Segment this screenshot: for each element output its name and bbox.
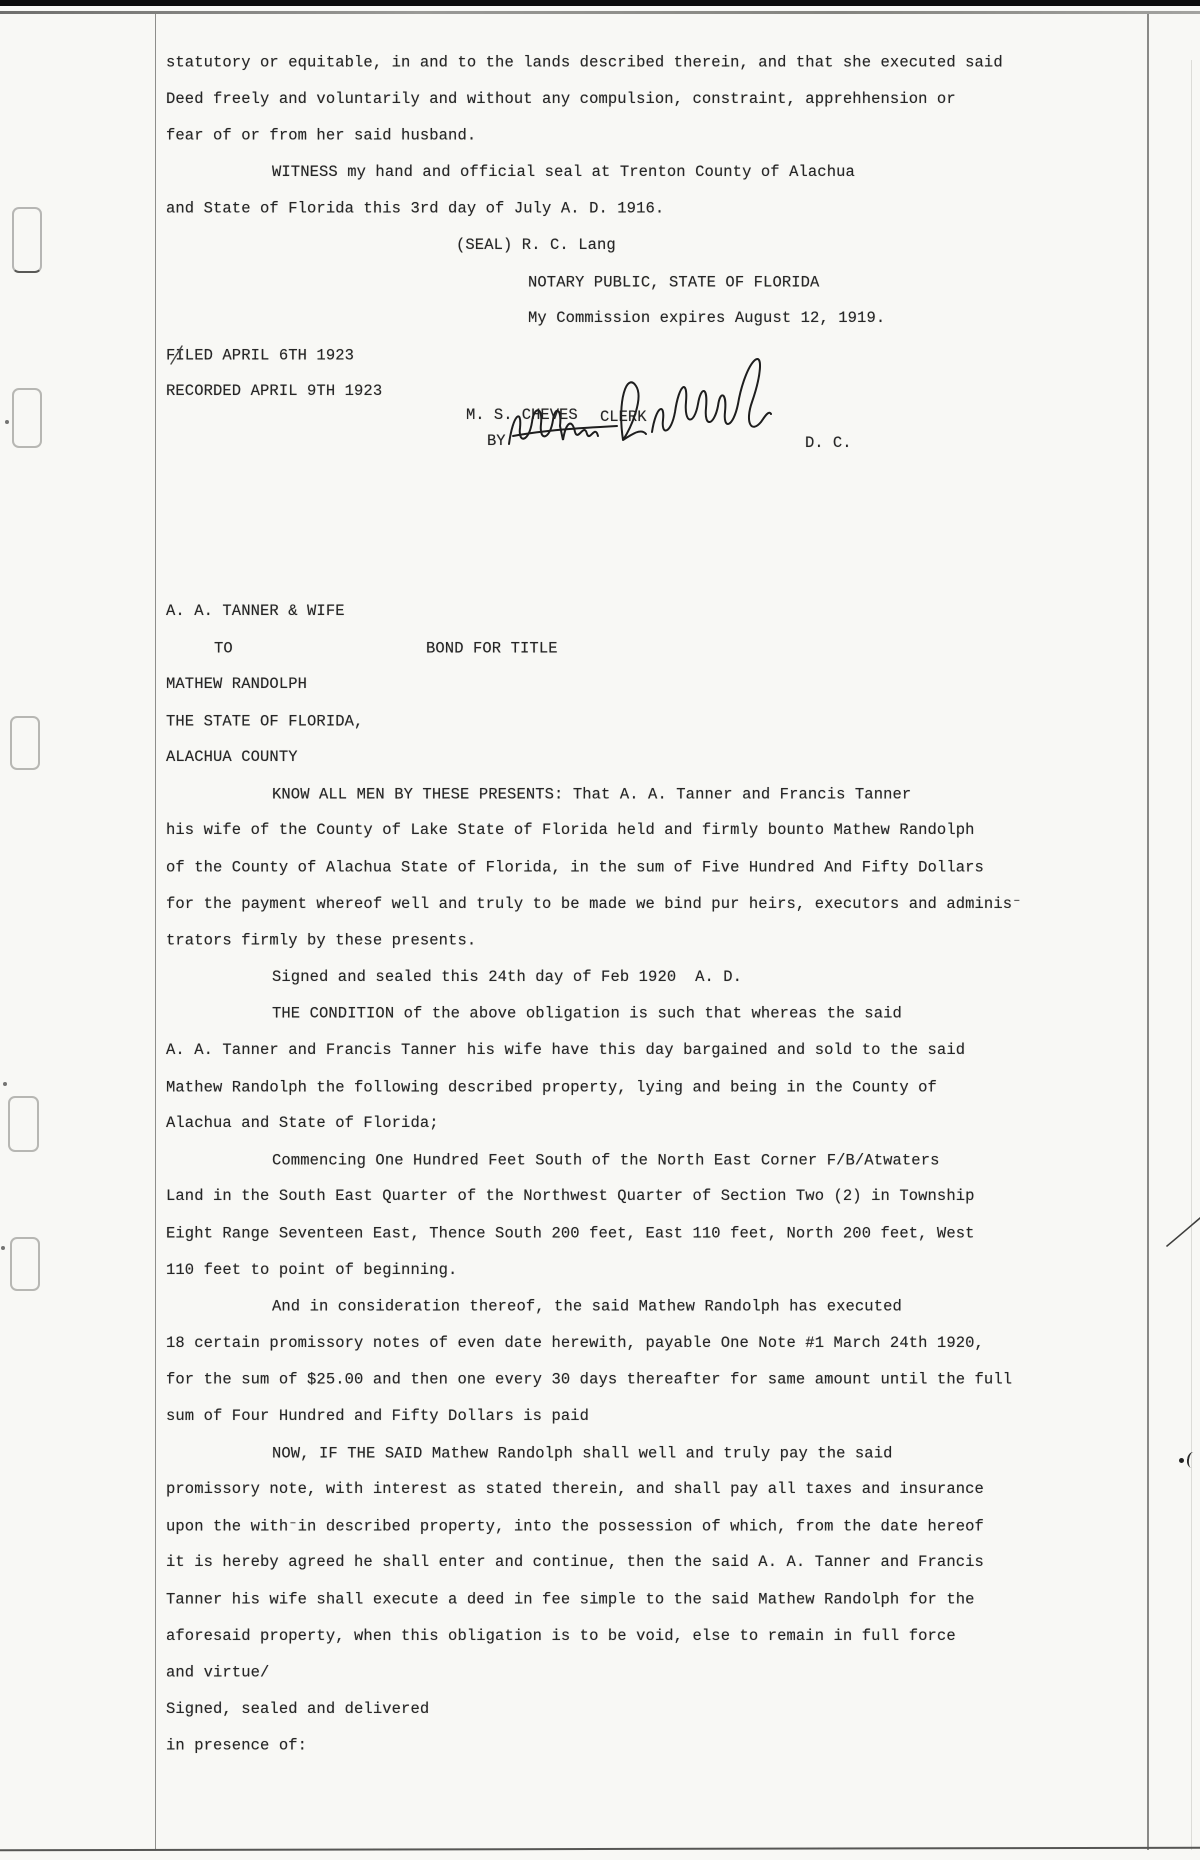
page-edge-shadow-line — [1191, 60, 1192, 1850]
ink-arc — [1186, 1451, 1199, 1468]
binding-hole-mark — [8, 1096, 39, 1152]
binding-hole-mark — [10, 1237, 40, 1291]
text-line: FILED APRIL 6TH 1923 — [166, 346, 355, 365]
text-line: sum of Four Hundred and Fifty Dollars is paid — [166, 1406, 590, 1425]
text-line: KNOW ALL MEN BY THESE PRESENTS: That A. A. Tanner and Francis Tanner — [272, 785, 912, 804]
text-line: for the payment whereof well and truly to be made we bind pur heirs, executors and adminis⁻ — [166, 894, 1022, 913]
text-line: 110 feet to point of beginning. — [166, 1260, 458, 1279]
text-line: THE CONDITION of the above obligation is such that whereas the said — [272, 1004, 902, 1023]
text-line: promissory note, with interest as stated therein, and shall pay all taxes and insurance — [166, 1480, 984, 1499]
text-line: and State of Florida this 3rd day of July A. D. 1916. — [166, 199, 665, 218]
ink-blot-mark — [1179, 1452, 1197, 1470]
text-line: A. A. TANNER & WIFE — [166, 601, 345, 620]
handwritten-signature — [505, 348, 773, 464]
text-line: it is hereby agreed he shall enter and continue, then the said A. A. Tanner and Francis — [166, 1553, 984, 1572]
text-line: 18 certain promissory notes of even date herewith, payable One Note #1 March 24th 1920, — [166, 1333, 984, 1352]
text-line: Deed freely and voluntarily and without any compulsion, constraint, apprehhension or — [166, 89, 956, 108]
text-line: Alachua and State of Florida; — [166, 1114, 439, 1133]
to-label: TO — [214, 638, 233, 657]
text-line: Land in the South East Quarter of the Northwest Quarter of Section Two (2) in Township — [166, 1187, 975, 1206]
text-line: and virtue/ — [166, 1663, 270, 1682]
text-line: for the sum of $25.00 and then one every 30 days thereafter for same amount until the full — [166, 1370, 1013, 1389]
text-line: Eight Range Seventeen East, Thence South 200 feet, East 110 feet, North 200 feet, West — [166, 1224, 975, 1243]
pen-tick-mark — [168, 344, 184, 366]
ink-speck — [5, 420, 9, 424]
text-line: his wife of the County of Lake State of Florida held and firmly bounto Mathew Randolph — [166, 821, 975, 840]
text-line: of the County of Alachua State of Florida, in the sum of Five Hundred And Fifty Dollars — [166, 858, 984, 877]
margin-slash-mark — [1162, 1200, 1200, 1250]
ink-dot — [1179, 1458, 1184, 1463]
deputy-clerk-initials: D. C. — [805, 434, 852, 452]
text-line: upon the with⁻in described property, into the possession of which, from the date hereof — [166, 1517, 984, 1536]
text-line: NOTARY PUBLIC, STATE OF FLORIDA — [528, 272, 820, 291]
binding-hole-mark — [12, 207, 42, 273]
text-line: in presence of: — [166, 1736, 308, 1755]
text-line: Mathew Randolph the following described property, lying and being in the County of — [166, 1078, 937, 1097]
clerk-name: M. S. CHEVES — [466, 406, 578, 424]
blank-line — [160, 520, 1155, 557]
text-line: Signed and sealed this 24th day of Feb 1920 A. D. — [272, 967, 743, 986]
text-line: Signed, sealed and delivered — [166, 1699, 430, 1718]
text-line: fear of or from her said husband. — [166, 126, 477, 145]
text-line: Commencing One Hundred Feet South of the North East Corner F/B/Atwaters — [272, 1151, 940, 1170]
text-line: (SEAL) R. C. Lang — [456, 235, 616, 254]
text-line: My Commission expires August 12, 1919. — [528, 309, 886, 328]
text-line: trators firmly by these presents. — [166, 931, 477, 950]
bond-for-title-heading: BOND FOR TITLE — [426, 638, 558, 657]
to-bond-row — [160, 630, 1155, 667]
text-line: THE STATE OF FLORIDA, — [166, 712, 364, 731]
binding-hole-mark — [10, 716, 40, 770]
text-line: MATHEW RANDOLPH — [166, 675, 308, 694]
by-label: BY — [487, 432, 506, 450]
scan-top-edge-bar — [0, 0, 1200, 6]
page-left-rule — [155, 14, 156, 1850]
text-line: And in consideration thereof, the said Mathew Randolph has executed — [272, 1297, 902, 1316]
clerk-title: CLERK — [600, 408, 647, 426]
text-line: RECORDED APRIL 9TH 1923 — [166, 382, 383, 401]
document-lines — [160, 44, 1155, 1764]
text-line: WITNESS my hand and official seal at Trenton County of Alachua — [272, 162, 855, 181]
text-line: Tanner his wife shall execute a deed in fee simple to the said Mathew Randolph for the — [166, 1590, 975, 1609]
ink-speck — [1, 1246, 5, 1250]
text-line: ALACHUA COUNTY — [166, 748, 298, 767]
binding-hole-mark — [12, 388, 42, 448]
ink-speck — [3, 1082, 7, 1086]
text-line: aforesaid property, when this obligation is to be void, else to remain in full force — [166, 1626, 956, 1645]
text-line: statutory or equitable, in and to the lands described therein, and that she executed said — [166, 53, 1003, 72]
text-line: A. A. Tanner and Francis Tanner his wife have this day bargained and sold to the said — [166, 1041, 966, 1060]
page-bottom-rule — [0, 1847, 1200, 1852]
text-line: NOW, IF THE SAID Mathew Randolph shall well and truly pay the said — [272, 1443, 893, 1462]
clerk-attestation-block — [160, 406, 940, 516]
scan-top-edge-line — [0, 11, 1200, 14]
blank-line — [160, 557, 1155, 594]
